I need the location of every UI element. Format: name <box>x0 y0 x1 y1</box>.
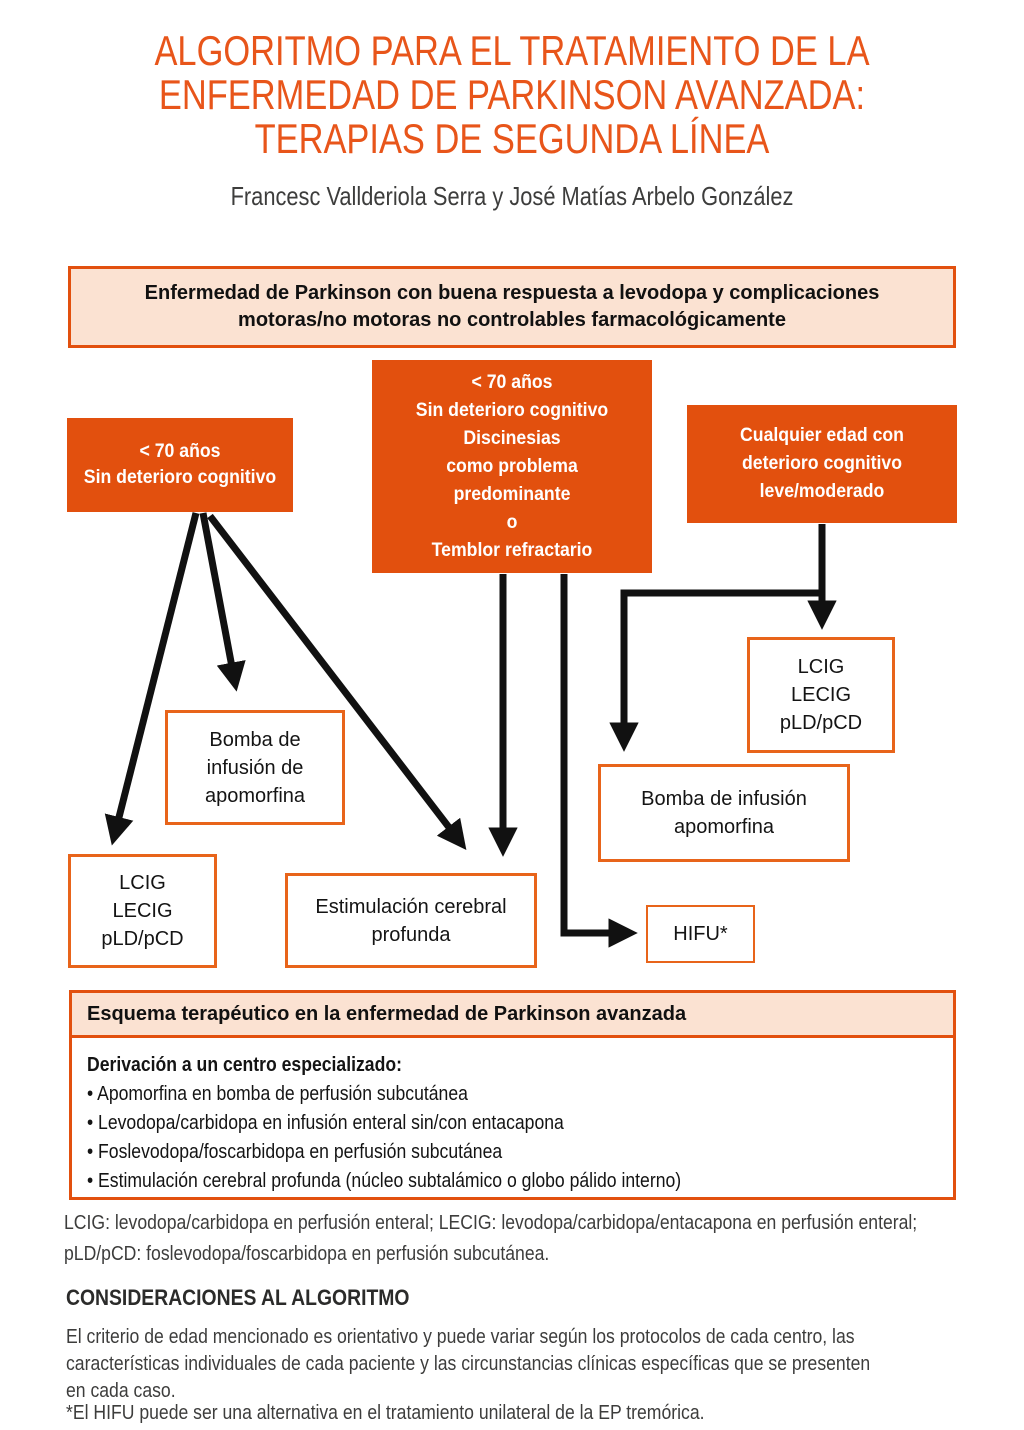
page-title-line: ALGORITMO PARA EL TRATAMIENTO DE LA <box>154 27 870 74</box>
scheme-bullet: • Estimulación cerebral profunda (núcleo subtalámico o globo pálido interno) <box>87 1170 682 1192</box>
scheme-bullet: • Levodopa/carbidopa en infusión enteral sin/con entacapona <box>87 1112 564 1134</box>
outcome-line: LCIG <box>797 656 845 678</box>
considerations-paragraph <box>66 1324 870 1405</box>
page-title <box>92 29 932 161</box>
outcome-box-dbs <box>285 873 537 968</box>
decision-line: deterioro cognitivo <box>741 453 903 474</box>
outcome-line: pLD/pCD <box>101 928 184 950</box>
outcome-box-apomorphine-left <box>165 710 345 825</box>
outcome-box-hifu <box>646 905 755 963</box>
arrow-left-to-bomba <box>203 513 235 683</box>
page-title-line: TERAPIAS DE SEGUNDA LÍNEA <box>254 115 770 162</box>
decision-line: como problema <box>446 455 578 477</box>
abbreviation-line: LCIG: levodopa/carbidopa en perfusión enteral; LECIG: levodopa/carbidopa/entacapona en perfusión enteral; <box>64 1212 918 1234</box>
page-title-line: ENFERMEDAD DE PARKINSON AVANZADA: <box>158 71 866 118</box>
considerations-line: El criterio de edad mencionado es orientativo y puede variar según los protocolos de cada centro, las <box>66 1326 855 1348</box>
outcome-line: LECIG <box>790 684 852 706</box>
decision-line: < 70 años <box>139 441 221 462</box>
decision-line: Cualquier edad con <box>740 425 904 446</box>
hifu-footnote: *El HIFU puede ser una alternativa en el tratamiento unilateral de la EP tremórica. <box>66 1402 705 1424</box>
decision-line: Sin deterioro cognitivo <box>415 399 609 421</box>
outcome-box-lcig-left <box>68 854 217 968</box>
entry-criteria-box <box>68 266 956 348</box>
scheme-header: Esquema terapéutico en la enfermedad de Parkinson avanzada <box>72 993 953 1038</box>
scheme-bullet: • Foslevodopa/foscarbidopa en perfusión subcutánea <box>87 1141 503 1163</box>
decision-line: Temblor refractario <box>431 539 593 561</box>
outcome-line: HIFU* <box>673 923 728 945</box>
outcome-line: LCIG <box>119 872 166 894</box>
outcome-line: infusión de <box>206 756 304 779</box>
entry-criteria-line: motoras/no motoras no controlables farmacológicamente <box>238 309 786 331</box>
abbreviation-line: pLD/pCD: foslevodopa/foscarbidopa en perfusión subcutánea. <box>64 1243 550 1265</box>
decision-box-under70-dyskinesia <box>372 360 652 573</box>
outcome-box-lcig-right <box>747 637 895 753</box>
outcome-line: Estimulación cerebral <box>315 895 507 918</box>
outcome-box-apomorphine-right <box>598 764 850 862</box>
outcome-line: apomorfina <box>204 784 306 807</box>
outcome-line: profunda <box>371 923 451 946</box>
decision-line: leve/moderado <box>759 481 885 502</box>
scheme-bullet: • Apomorfina en bomba de perfusión subcutánea <box>87 1083 468 1105</box>
scheme-intro: Derivación a un centro especializado: <box>87 1054 402 1076</box>
outcome-line: apomorfina <box>673 816 775 838</box>
authors: Francesc Vallderiola Serra y José Matías Arbelo González <box>230 181 794 211</box>
decision-line: Discinesias <box>463 427 561 449</box>
arrow-middle-to-hifu <box>564 574 629 933</box>
considerations-line: características individuales de cada paciente y las circunstancias clínicas específicas que se presenten <box>66 1353 871 1375</box>
abbreviation-footnote <box>64 1208 917 1270</box>
decision-line: predominante <box>453 483 571 505</box>
outcome-line: Bomba de infusión <box>641 788 807 810</box>
therapeutic-scheme-panel <box>69 990 956 1200</box>
decision-line: o <box>506 511 518 533</box>
decision-box-anyage-cognitive <box>687 405 957 523</box>
outcome-line: Bomba de <box>209 728 301 751</box>
outcome-line: pLD/pCD <box>779 712 863 734</box>
decision-box-under70 <box>67 418 293 512</box>
considerations-line: en cada caso. <box>66 1380 176 1402</box>
decision-line: Sin deterioro cognitivo <box>83 467 277 488</box>
outcome-line: LECIG <box>112 900 173 922</box>
entry-criteria-line: Enfermedad de Parkinson con buena respuesta a levodopa y complicaciones <box>144 282 880 304</box>
considerations-title: CONSIDERACIONES AL ALGORITMO <box>66 1285 410 1310</box>
decision-line: < 70 años <box>471 371 553 393</box>
